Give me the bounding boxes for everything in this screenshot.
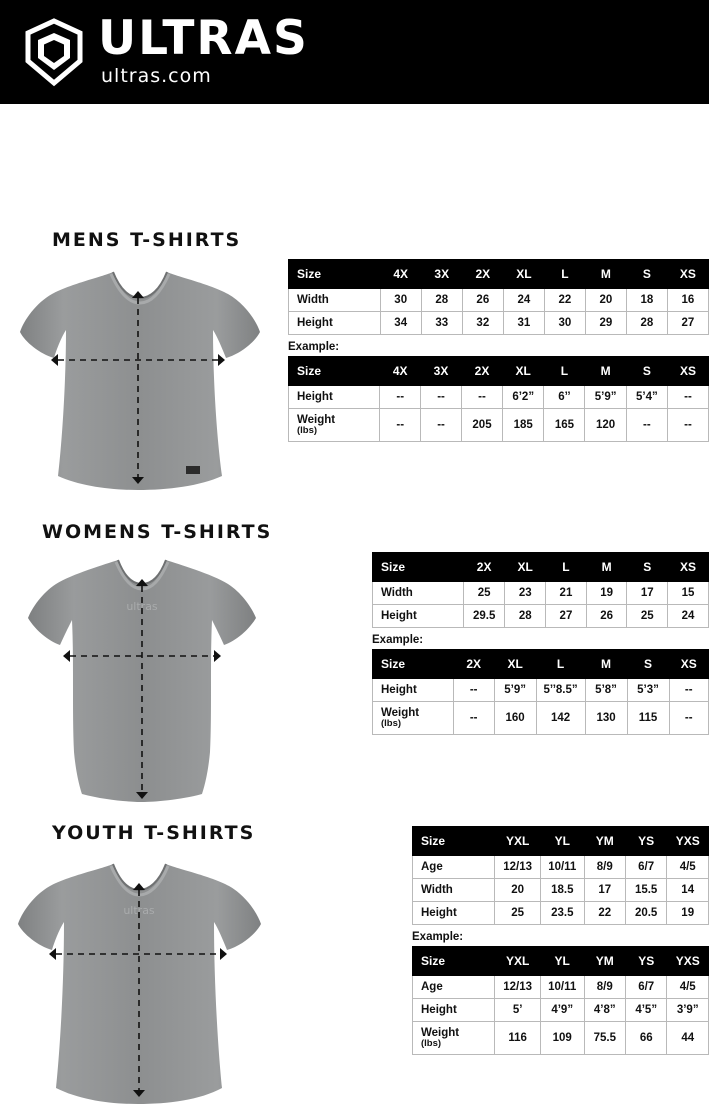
brand-website: ultras.com — [101, 65, 212, 88]
table-row: Height -- -- -- 6’2” 6’’ 5’9” 5’4” -- — [289, 386, 709, 409]
table-row: Weight (lbs) -- -- 205 185 165 120 -- -- — [289, 409, 709, 442]
section-title-youth: YOUTH T-SHIRTS — [52, 822, 256, 844]
page-header — [0, 0, 709, 104]
youth-size-table — [412, 826, 709, 925]
table-row: Width 20 18.5 17 15.5 14 — [413, 879, 709, 902]
mens-example-table — [288, 356, 709, 442]
youth-example-table — [412, 946, 709, 1055]
brand-name: ULTRAS — [98, 10, 309, 66]
row-label-unit: (lbs) — [297, 425, 318, 436]
table-row: Weight (lbs) -- 160 142 130 115 -- — [373, 702, 709, 735]
womens-example-table — [372, 649, 709, 735]
table-row: Height -- 5’9” 5’’8.5” 5’8” 5’3” -- — [373, 679, 709, 702]
womens-example-label: Example: — [372, 634, 424, 646]
youth-example-label: Example: — [412, 931, 464, 943]
mens-size-table — [288, 259, 709, 335]
womens-tshirt-illustration — [22, 552, 262, 804]
youth-tshirt-illustration — [10, 854, 270, 1116]
table-row: Width 30 28 26 24 22 20 18 16 — [289, 289, 709, 312]
section-title-womens: WOMENS T-SHIRTS — [42, 521, 273, 543]
womens-tables — [372, 552, 709, 735]
mens-example-label: Example: — [288, 341, 340, 353]
section-title-mens: MENS T-SHIRTS — [52, 229, 242, 251]
svg-text:ultras: ultras — [123, 904, 155, 917]
mens-tshirt-illustration — [10, 262, 270, 502]
ultras-shield-icon — [18, 16, 90, 88]
row-label-unit: (lbs) — [421, 1038, 442, 1049]
table-header-row: Size YXL YL YM YS YXS — [413, 947, 709, 976]
table-row: Height 5’ 4’9” 4’8” 4’5” 3’9” — [413, 999, 709, 1022]
table-header-row: Size 2X XL L M S XS — [373, 650, 709, 679]
table-header-row: Size 4X 3X 2X XL L M S XS — [289, 260, 709, 289]
mens-tables — [288, 259, 709, 442]
table-row: Height 34 33 32 31 30 29 28 27 — [289, 312, 709, 335]
table-row: Weight (lbs) 116 109 75.5 66 44 — [413, 1022, 709, 1055]
table-header-row: Size YXL YL YM YS YXS — [413, 827, 709, 856]
row-label-unit: (lbs) — [381, 718, 402, 729]
row-label: Weight — [297, 414, 336, 426]
svg-text:ultras: ultras — [126, 600, 158, 613]
table-header-row: Size 2X XL L M S XS — [373, 553, 709, 582]
row-label: Weight — [381, 707, 420, 719]
womens-size-table — [372, 552, 709, 628]
table-row: Age 12/13 10/11 8/9 6/7 4/5 — [413, 976, 709, 999]
table-row: Age 12/13 10/11 8/9 6/7 4/5 — [413, 856, 709, 879]
table-row: Height 29.5 28 27 26 25 24 — [373, 605, 709, 628]
table-header-row: Size 4X 3X 2X XL L M S XS — [289, 357, 709, 386]
youth-tables — [412, 826, 709, 1055]
row-label: Weight — [421, 1027, 460, 1039]
table-row: Width 25 23 21 19 17 15 — [373, 582, 709, 605]
table-row: Height 25 23.5 22 20.5 19 — [413, 902, 709, 925]
